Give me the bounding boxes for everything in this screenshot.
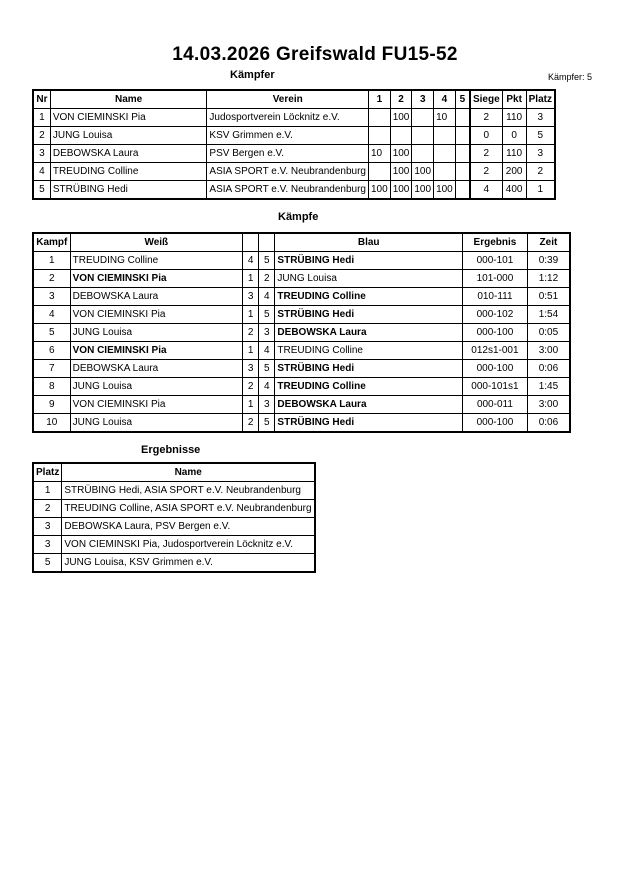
white-nr: 1: [242, 396, 258, 414]
fight-result: 101-000: [462, 270, 527, 288]
round-score: 100: [412, 163, 434, 181]
blue-fighter: STRÜBING Hedi: [275, 306, 463, 324]
white-fighter: DEBOWSKA Laura: [70, 360, 242, 378]
fight-number: 7: [33, 360, 70, 378]
col-header: 5: [455, 90, 470, 109]
round-score: 100: [412, 181, 434, 200]
result-place: 2: [33, 500, 62, 518]
fighter-place: 3: [526, 145, 555, 163]
table-row: [33, 396, 570, 414]
blue-nr: 4: [259, 342, 275, 360]
fighter-name: DEBOWSKA Laura: [50, 145, 207, 163]
fight-number: 10: [33, 414, 70, 433]
fight-time: 3:00: [527, 342, 570, 360]
fighter-points: 400: [502, 181, 526, 200]
fighter-name: JUNG Louisa: [50, 127, 207, 145]
fighter-count: Kämpfer: 5: [548, 72, 593, 82]
col-header: Blau: [275, 233, 463, 252]
table-row: [33, 378, 570, 396]
fights-heading: Kämpfe: [278, 211, 319, 223]
fighter-name: TREUDING Colline: [50, 163, 207, 181]
result-place: 1: [33, 482, 62, 500]
blue-nr: 5: [259, 414, 275, 433]
fighter-wins: 0: [470, 127, 502, 145]
fighter-points: 110: [502, 109, 526, 127]
col-header: Platz: [33, 463, 62, 482]
fight-result: 000-100: [462, 414, 527, 433]
fighter-name: VON CIEMINSKI Pia: [50, 109, 207, 127]
fighters-table: [32, 89, 556, 200]
col-header: 4: [434, 90, 456, 109]
round-score: 100: [390, 181, 412, 200]
fighter-nr: 5: [33, 181, 50, 200]
blue-fighter: STRÜBING Hedi: [275, 360, 463, 378]
blue-nr: 3: [259, 396, 275, 414]
round-score: 10: [369, 145, 391, 163]
round-score: [434, 127, 456, 145]
round-score: [455, 163, 470, 181]
fighter-nr: 1: [33, 109, 50, 127]
col-header: Name: [62, 463, 315, 482]
fight-result: 000-100: [462, 360, 527, 378]
table-row: [33, 324, 570, 342]
page-title: 14.03.2026 Greifswald FU15-52: [172, 44, 458, 65]
round-score: [434, 163, 456, 181]
fight-number: 8: [33, 378, 70, 396]
round-score: [369, 127, 391, 145]
white-nr: 2: [242, 378, 258, 396]
table-row: [33, 342, 570, 360]
col-header: Nr: [33, 90, 50, 109]
fight-result: 000-101: [462, 252, 527, 270]
blue-fighter: JUNG Louisa: [275, 270, 463, 288]
fighter-club: ASIA SPORT e.V. Neubrandenburg: [207, 163, 369, 181]
white-nr: 1: [242, 270, 258, 288]
blue-nr: 4: [259, 288, 275, 306]
col-header: Siege: [470, 90, 502, 109]
fight-time: 0:51: [527, 288, 570, 306]
fight-number: 1: [33, 252, 70, 270]
table-row: [33, 518, 315, 536]
white-fighter: DEBOWSKA Laura: [70, 288, 242, 306]
fighters-header-row: [33, 90, 555, 109]
fight-result: 000-101s1: [462, 378, 527, 396]
round-score: [455, 145, 470, 163]
round-score: [455, 181, 470, 200]
round-score: 10: [434, 109, 456, 127]
fight-number: 3: [33, 288, 70, 306]
blue-fighter: TREUDING Colline: [275, 342, 463, 360]
white-fighter: VON CIEMINSKI Pia: [70, 342, 242, 360]
round-score: [412, 109, 434, 127]
blue-nr: 5: [259, 252, 275, 270]
fighters-heading: Kämpfer: [230, 69, 275, 81]
blue-nr: 4: [259, 378, 275, 396]
table-row: [33, 536, 315, 554]
blue-nr: 5: [259, 306, 275, 324]
fighter-club: ASIA SPORT e.V. Neubrandenburg: [207, 181, 369, 200]
col-header: Verein: [207, 90, 369, 109]
table-row: [33, 270, 570, 288]
blue-fighter: DEBOWSKA Laura: [275, 396, 463, 414]
fighter-points: 0: [502, 127, 526, 145]
fighter-place: 3: [526, 109, 555, 127]
white-nr: 1: [242, 342, 258, 360]
blue-nr: 3: [259, 324, 275, 342]
table-row: [33, 500, 315, 518]
white-nr: 2: [242, 414, 258, 433]
blue-fighter: TREUDING Colline: [275, 378, 463, 396]
round-score: [455, 127, 470, 145]
fight-result: 000-102: [462, 306, 527, 324]
white-fighter: VON CIEMINSKI Pia: [70, 306, 242, 324]
fights-table: [32, 232, 571, 433]
col-header: Weiß: [70, 233, 242, 252]
table-row: [33, 482, 315, 500]
white-fighter: JUNG Louisa: [70, 414, 242, 433]
table-row: [33, 414, 570, 433]
fight-time: 3:00: [527, 396, 570, 414]
fighter-nr: 2: [33, 127, 50, 145]
fighter-points: 110: [502, 145, 526, 163]
fight-number: 4: [33, 306, 70, 324]
fighter-club: Judosportverein Löcknitz e.V.: [207, 109, 369, 127]
fight-time: 1:45: [527, 378, 570, 396]
table-row: [33, 163, 555, 181]
blue-fighter: DEBOWSKA Laura: [275, 324, 463, 342]
blue-fighter: STRÜBING Hedi: [275, 414, 463, 433]
col-header: 3: [412, 90, 434, 109]
round-score: 100: [390, 163, 412, 181]
table-row: [33, 554, 315, 573]
white-fighter: JUNG Louisa: [70, 378, 242, 396]
table-row: [33, 181, 555, 200]
fight-time: 0:06: [527, 414, 570, 433]
table-row: [33, 288, 570, 306]
fighter-place: 1: [526, 181, 555, 200]
results-heading: Ergebnisse: [141, 444, 201, 456]
fight-time: 0:39: [527, 252, 570, 270]
results-header-row: [33, 463, 315, 482]
white-fighter: TREUDING Colline: [70, 252, 242, 270]
fight-result: 000-100: [462, 324, 527, 342]
fighter-wins: 4: [470, 181, 502, 200]
fight-number: 9: [33, 396, 70, 414]
round-score: [412, 127, 434, 145]
round-score: [369, 163, 391, 181]
fight-time: 0:05: [527, 324, 570, 342]
result-name: VON CIEMINSKI Pia, Judosportverein Löcknitz e.V.: [62, 536, 315, 554]
fight-number: 6: [33, 342, 70, 360]
round-score: [390, 127, 412, 145]
white-fighter: VON CIEMINSKI Pia: [70, 396, 242, 414]
fighter-wins: 2: [470, 145, 502, 163]
fighter-points: 200: [502, 163, 526, 181]
table-row: [33, 252, 570, 270]
round-score: 100: [434, 181, 456, 200]
fight-time: 1:12: [527, 270, 570, 288]
round-score: [434, 145, 456, 163]
white-fighter: VON CIEMINSKI Pia: [70, 270, 242, 288]
result-name: TREUDING Colline, ASIA SPORT e.V. Neubrandenburg: [62, 500, 315, 518]
col-header: Kampf: [33, 233, 70, 252]
blue-nr: 5: [259, 360, 275, 378]
table-row: [33, 360, 570, 378]
white-fighter: JUNG Louisa: [70, 324, 242, 342]
col-header-blank: [242, 233, 258, 252]
fight-number: 5: [33, 324, 70, 342]
results-table: [32, 462, 316, 573]
round-score: [455, 109, 470, 127]
fighter-nr: 3: [33, 145, 50, 163]
fight-result: 000-011: [462, 396, 527, 414]
result-place: 5: [33, 554, 62, 573]
round-score: [369, 109, 391, 127]
fight-result: 012s1-001: [462, 342, 527, 360]
table-row: [33, 127, 555, 145]
table-row: [33, 306, 570, 324]
table-row: [33, 109, 555, 127]
white-nr: 2: [242, 324, 258, 342]
col-header: 1: [369, 90, 391, 109]
result-name: STRÜBING Hedi, ASIA SPORT e.V. Neubrandenburg: [62, 482, 315, 500]
fighter-club: KSV Grimmen e.V.: [207, 127, 369, 145]
fight-time: 0:06: [527, 360, 570, 378]
fighter-place: 2: [526, 163, 555, 181]
result-name: DEBOWSKA Laura, PSV Bergen e.V.: [62, 518, 315, 536]
fighter-place: 5: [526, 127, 555, 145]
result-name: JUNG Louisa, KSV Grimmen e.V.: [62, 554, 315, 573]
col-header: Platz: [526, 90, 555, 109]
white-nr: 1: [242, 306, 258, 324]
fighter-name: STRÜBING Hedi: [50, 181, 207, 200]
round-score: 100: [390, 145, 412, 163]
col-header: 2: [390, 90, 412, 109]
col-header-blank: [259, 233, 275, 252]
table-row: [33, 145, 555, 163]
fighter-wins: 2: [470, 163, 502, 181]
white-nr: 3: [242, 288, 258, 306]
fighter-club: PSV Bergen e.V.: [207, 145, 369, 163]
blue-nr: 2: [259, 270, 275, 288]
round-score: [412, 145, 434, 163]
result-place: 3: [33, 536, 62, 554]
fight-number: 2: [33, 270, 70, 288]
fighter-wins: 2: [470, 109, 502, 127]
fight-time: 1:54: [527, 306, 570, 324]
col-header: Pkt: [502, 90, 526, 109]
fight-result: 010-111: [462, 288, 527, 306]
col-header: Zeit: [527, 233, 570, 252]
white-nr: 3: [242, 360, 258, 378]
white-nr: 4: [242, 252, 258, 270]
result-place: 3: [33, 518, 62, 536]
blue-fighter: TREUDING Colline: [275, 288, 463, 306]
fighter-nr: 4: [33, 163, 50, 181]
round-score: 100: [369, 181, 391, 200]
blue-fighter: STRÜBING Hedi: [275, 252, 463, 270]
col-header: Ergebnis: [462, 233, 527, 252]
fights-header-row: [33, 233, 570, 252]
col-header: Name: [50, 90, 207, 109]
round-score: 100: [390, 109, 412, 127]
